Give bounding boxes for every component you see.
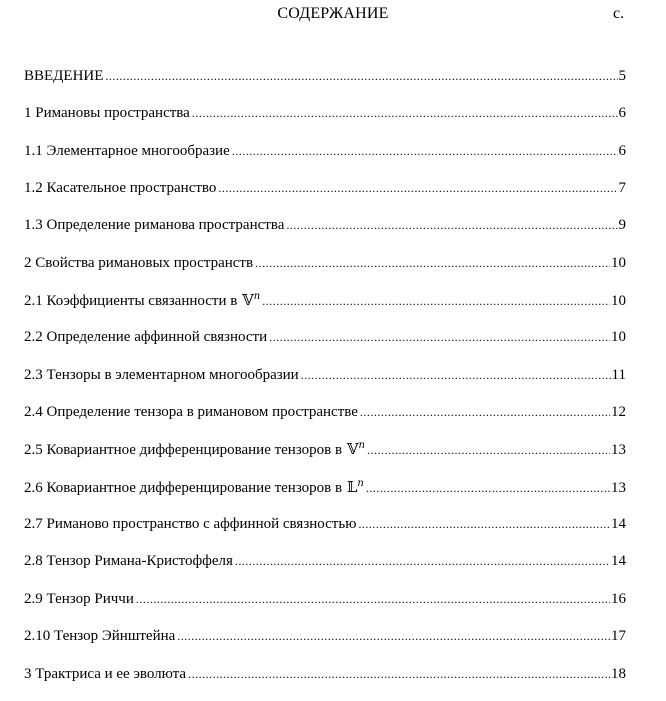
math-superscript: n [358,440,365,452]
math-symbol-letter: 𝕃 [346,477,358,496]
table-of-contents [24,66,626,701]
toc-entry-title: 2.6 Ковариантное дифференцирование тензоров в 𝕃$^n$ [24,477,364,496]
toc-entry[interactable] [24,178,626,215]
toc-entry[interactable] [24,551,626,588]
toc-entry-page: 13 [611,442,626,459]
toc-entry[interactable] [24,365,626,402]
toc-entry[interactable] [24,215,626,252]
dot-leader [218,178,617,198]
toc-entry-page: 11 [611,366,626,383]
toc-entry[interactable] [24,290,626,327]
toc-entry-page: 7 [618,180,626,197]
toc-entry-title: 1 Римановы пространства [24,105,190,122]
dot-leader [235,551,610,571]
toc-entry-page: 13 [611,479,626,496]
toc-entry[interactable] [24,514,626,551]
toc-entry-page: 10 [611,329,626,346]
toc-entry-title: 2.7 Риманово пространство с аффинной связностью [24,516,357,533]
toc-entry-title: 2.3 Тензоры в элементарном многообразии [24,366,299,383]
dot-leader [367,440,610,460]
toc-entry-page: 10 [611,293,626,310]
toc-entry-title: 3 Трактриса и ее эволюта [24,665,187,682]
toc-entry-page: 14 [611,553,626,570]
toc-entry-page: 18 [611,665,626,682]
dot-leader [192,103,618,123]
toc-entry-title: 2.1 Коэффициенты связанности в 𝕍$^n$ [24,291,261,310]
page-title: СОДЕРЖАНИЕ [277,5,389,22]
toc-entry[interactable] [24,141,626,178]
toc-entry-page: 12 [611,404,626,421]
math-superscript: n [357,477,364,489]
toc-entry[interactable] [24,103,626,140]
toc-entry-page: 14 [611,516,626,533]
toc-entry-page: 10 [611,254,626,271]
toc-entry-title: 1.1 Элементарное многообразие [24,142,230,159]
math-symbol [342,440,365,458]
dot-leader [301,365,611,385]
toc-entry-title: 2.8 Тензор Римана-Кристоффеля [24,553,233,570]
dot-leader [105,66,617,86]
toc-entry-title: 1.2 Касательное пространство [24,180,217,197]
toc-entry[interactable] [24,477,626,514]
toc-entry[interactable] [24,327,626,364]
toc-entry-page: 9 [618,217,626,234]
toc-entry-title: 2.2 Определение аффинной связности [24,329,268,346]
dot-leader [262,291,610,311]
dot-leader [366,478,610,498]
math-symbol [237,291,260,309]
math-symbol [342,478,364,496]
toc-entry-title: ВВЕДЕНИЕ [24,68,104,84]
toc-entry-title: 2.4 Определение тензора в римановом пространстве [24,404,358,421]
toc-entry[interactable] [24,253,626,290]
toc-entry[interactable] [24,664,626,701]
page-column-label: с. [613,5,625,22]
toc-entry-page: 17 [611,628,626,645]
toc-entry-page: 6 [618,142,626,159]
toc-entry-page: 5 [618,68,626,84]
toc-entry-title: 2.10 Тензор Эйнштейна [24,628,176,645]
dot-leader [358,514,610,534]
math-superscript: n [253,291,261,303]
toc-entry[interactable] [24,626,626,663]
math-symbol-letter: 𝕍 [346,440,359,459]
toc-entry-title: 1.3 Определение риманова пространства [24,217,285,234]
dot-leader [286,215,617,235]
toc-entry-title: 2 Свойства римановых пространств [24,254,254,271]
toc-entry[interactable] [24,402,626,439]
toc-entry-title: 2.5 Ковариантное дифференцирование тензоров в 𝕍$^n$ [24,440,365,459]
toc-entry[interactable] [24,66,626,103]
dot-leader [136,589,610,609]
math-symbol-letter: 𝕍 [242,291,254,310]
toc-entry[interactable] [24,589,626,626]
toc-entry-title: 2.9 Тензор Риччи [24,590,134,607]
toc-entry-page: 6 [618,105,626,122]
toc-entry-page: 16 [611,590,626,607]
dot-leader [360,402,610,422]
dot-leader [255,253,610,273]
toc-entry[interactable] [24,439,626,476]
dot-leader [177,626,610,646]
dot-leader [188,664,610,684]
dot-leader [232,141,618,161]
dot-leader [269,327,610,347]
